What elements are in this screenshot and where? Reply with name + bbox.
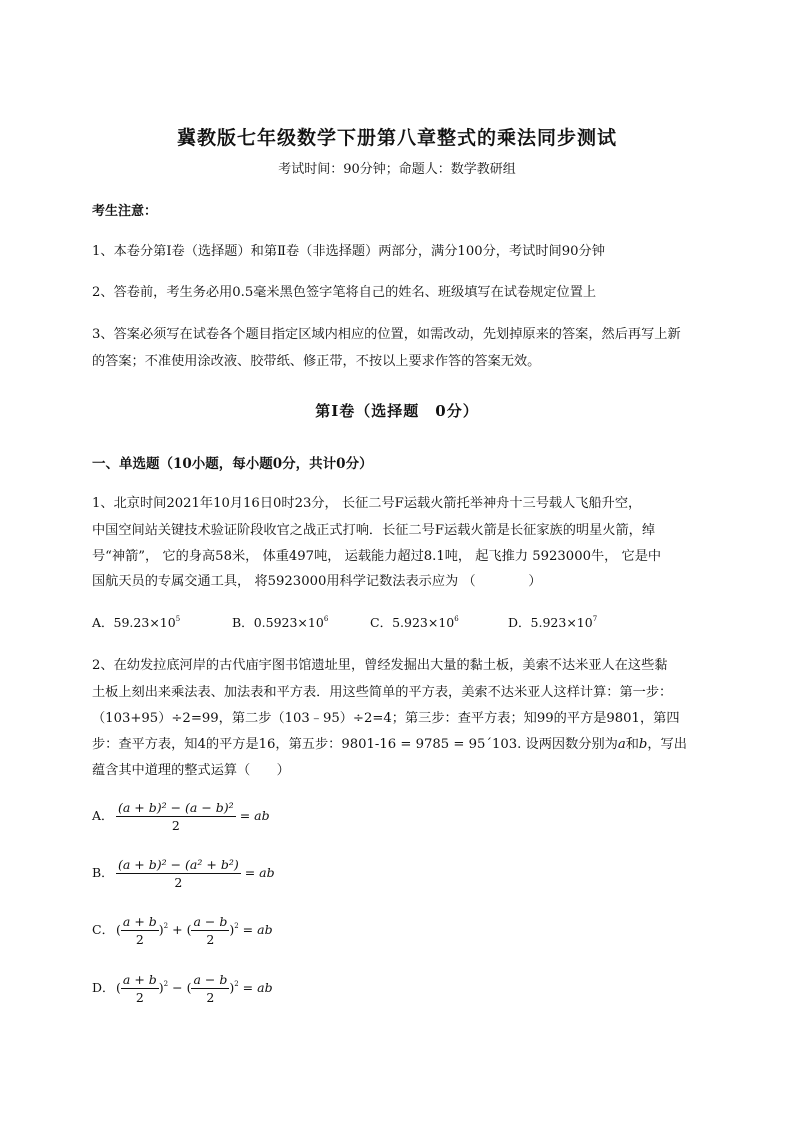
q2-line-5: 蕴含其中道理的整式运算（ ） (92, 763, 290, 778)
exam-info: 考试时间：90分钟；命题人：数学教研组 (278, 162, 516, 177)
q1-option-a[interactable]: A．$59.23\times 10^5$ (92, 615, 181, 630)
notice-item-2: 2、答卷前，考生务必用0.5毫米黑色签字笔将自己的姓名、班级填写在试卷规定位置上 (92, 285, 597, 300)
q2-option-b[interactable]: B． $\frac{\text{(a + b)² − (a² + b²)}}{2}$ = ab (92, 857, 275, 890)
q1-option-c[interactable]: C．$5.923\times 10^6$ (370, 615, 459, 630)
q2-line-3: （103+95）÷2=99，第二步（103﹣95）÷2=4；第三步：查平方表；知99的平方是9801，第四 (92, 711, 680, 726)
q1-line-4: 国航天员的专属交通工具， 将5923000用科学记数法表示应为 （ ） (92, 574, 542, 589)
fraction: $\frac{\text{(a + b)² − (a − b)²}}{2}$ (118, 800, 234, 833)
q2-line-4: 步：查平方表，知4的平方是16，第五步：9801-16 = 9785 = 95´103. 设两因数分别为a和b，写出 (92, 737, 687, 752)
q2-option-c[interactable]: C． ( $\frac{a + b}{2}$ )$^2$ + ( $\frac{a - b}{2}$ )$^2$ = ab (92, 914, 273, 947)
q1-line-3: 号“神箭”， 它的身高58米， 体重497吨， 运载能力超过8.1吨， 起飞推力 5923000牛， 它是中 (92, 549, 662, 564)
q1-line-1: 1、北京时间2021年10月16日0时23分， 长征二号F运载火箭托举神舟十三号载人飞船升空， (92, 496, 642, 511)
q2-option-a[interactable]: A． $\frac{\text{(a + b)² − (a − b)²}}{2}$ = ab (92, 800, 270, 833)
q2-line-2: 土板上刻出来乘法表、加法表和平方表．用这些简单的平方表，美索不达米亚人这样计算：第一步： (92, 685, 673, 700)
page-title: 冀教版七年级数学下册第八章整式的乘法同步测试 (176, 127, 617, 149)
part-heading: 一、单选题（10小题，每小题0分，共计0分） (92, 456, 373, 472)
notice-item-3-cont: 的答案；不准使用涂改液、胶带纸、修正带，不按以上要求作答的答案无效。 (92, 354, 541, 369)
notice-item-3: 3、答案必须写在试卷各个题目指定区域内相应的位置，如需改动，先划掉原来的答案，然后再写上新 (92, 327, 681, 342)
fraction: $\frac{a + b}{2}$ (122, 914, 157, 947)
notice-heading: 考生注意： (92, 204, 158, 219)
q1-line-2: 中国空间站关键技术验证阶段收官之战正式打响．长征二号F运载火箭是长征家族的明星火箭，绰 (92, 523, 656, 538)
q1-option-d[interactable]: D．$5.923\times 10^7$ (508, 615, 598, 630)
section-title: 第Ⅰ卷（选择题 0分） (315, 402, 479, 420)
q1-option-b[interactable]: B．$0.5923\times 10^6$ (232, 615, 329, 630)
q2-line-1: 2、在幼发拉底河岸的古代庙宇图书馆遗址里，曾经发掘出大量的黏土板，美索不达米亚人在这些黏 (92, 658, 668, 673)
fraction: $\frac{a - b}{2}$ (193, 914, 228, 947)
fraction: $\frac{a - b}{2}$ (193, 972, 228, 1005)
q2-option-d[interactable]: D．( $\frac{a + b}{2}$ )$^2$ − ( $\frac{a - b}{2}$ )$^2$ = ab (92, 972, 273, 1005)
fraction: $\frac{\text{(a + b)² − (a² + b²)}}{2}$ (118, 857, 239, 890)
fraction: $\frac{a + b}{2}$ (122, 972, 157, 1005)
notice-item-1: 1、本卷分第Ⅰ卷（选择题）和第Ⅱ卷（非选择题）两部分，满分100分，考试时间90分钟 (92, 244, 605, 259)
